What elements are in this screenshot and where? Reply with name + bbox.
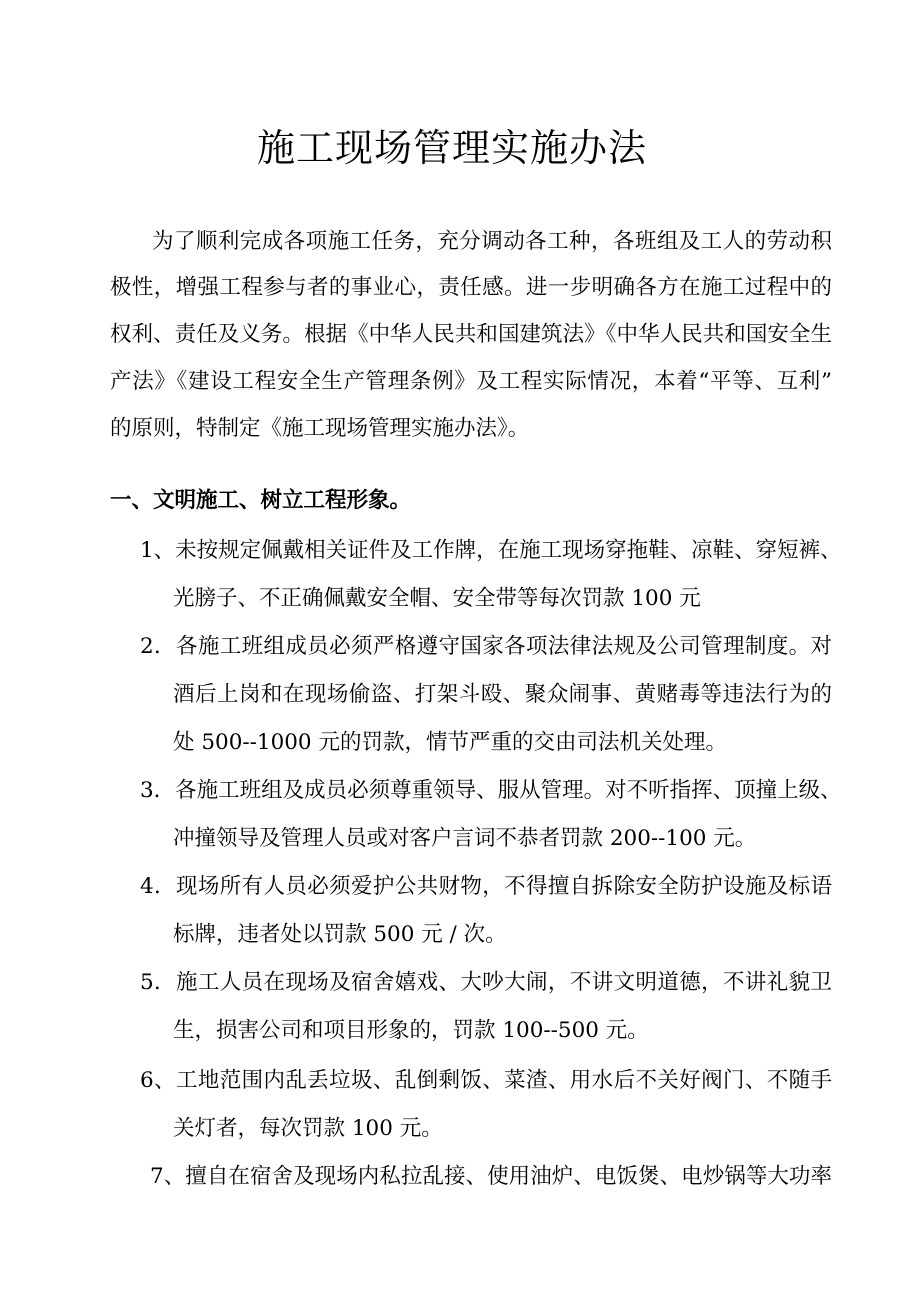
- list-item-3-line-1: 3．各施工班组及成员必须尊重领导、服从管理。对不听指挥、顶撞上级、: [140, 778, 842, 803]
- intro-line-3: 权利、责任及义务。根据《中华人民共和国建筑法》《中华人民共和国安全生: [110, 322, 832, 347]
- list-item-1-line-1: 1、未按规定佩戴相关证件及工作牌，在施工现场穿拖鞋、凉鞋、穿短裤、: [140, 538, 842, 563]
- list-item-6-line-1: 6、工地范围内乱丢垃圾、乱倒剩饭、菜渣、用水后不关好阀门、不随手: [140, 1068, 832, 1093]
- list-item-7-line-1: 7、擅自在宿舍及现场内私拉乱接、使用油炉、电饭煲、电炒锅等大功率: [150, 1164, 832, 1189]
- intro-line-4: 产法》《建设工程安全生产管理条例》及工程实际情况，本着“平等、互利”: [110, 369, 832, 394]
- intro-line-5: 的原则，特制定《施工现场管理实施办法》。: [110, 416, 530, 441]
- list-item-2-line-2: 酒后上岗和在现场偷盗、打架斗殴、聚众闹事、黄赌毒等违法行为的: [173, 682, 832, 707]
- list-item-5-line-2: 生，损害公司和项目形象的，罚款 100--500 元。: [173, 1018, 649, 1043]
- list-item-4-line-2: 标牌，违者处以罚款 500 元 / 次。: [173, 922, 507, 947]
- page-title: 施工现场管理实施办法: [256, 126, 647, 170]
- intro-line-2: 极性，增强工程参与者的事业心，责任感。进一步明确各方在施工过程中的: [110, 275, 832, 300]
- list-item-2-line-1: 2．各施工班组成员必须严格遵守国家各项法律法规及公司管理制度。对: [140, 634, 832, 659]
- list-item-4-line-1: 4．现场所有人员必须爱护公共财物，不得擅自拆除安全防护设施及标语: [140, 874, 832, 899]
- intro-line-1: 为了顺利完成各项施工任务，充分调动各工种，各班组及工人的劳动积: [152, 229, 832, 254]
- list-item-2-line-3: 处 500--1000 元的罚款，情节严重的交由司法机关处理。: [173, 730, 727, 755]
- list-item-1-line-2: 光膀子、不正确佩戴安全帽、安全带等每次罚款 100 元: [173, 586, 701, 611]
- list-item-5-line-1: 5．施工人员在现场及宿舍嬉戏、大吵大闹，不讲文明道德，不讲礼貌卫: [140, 970, 832, 995]
- list-item-6-line-2: 关灯者，每次罚款 100 元。: [173, 1116, 443, 1141]
- section-heading: 一、文明施工、树立工程形象。: [110, 488, 412, 513]
- list-item-3-line-2: 冲撞领导及管理人员或对客户言词不恭者罚款 200--100 元。: [173, 826, 757, 851]
